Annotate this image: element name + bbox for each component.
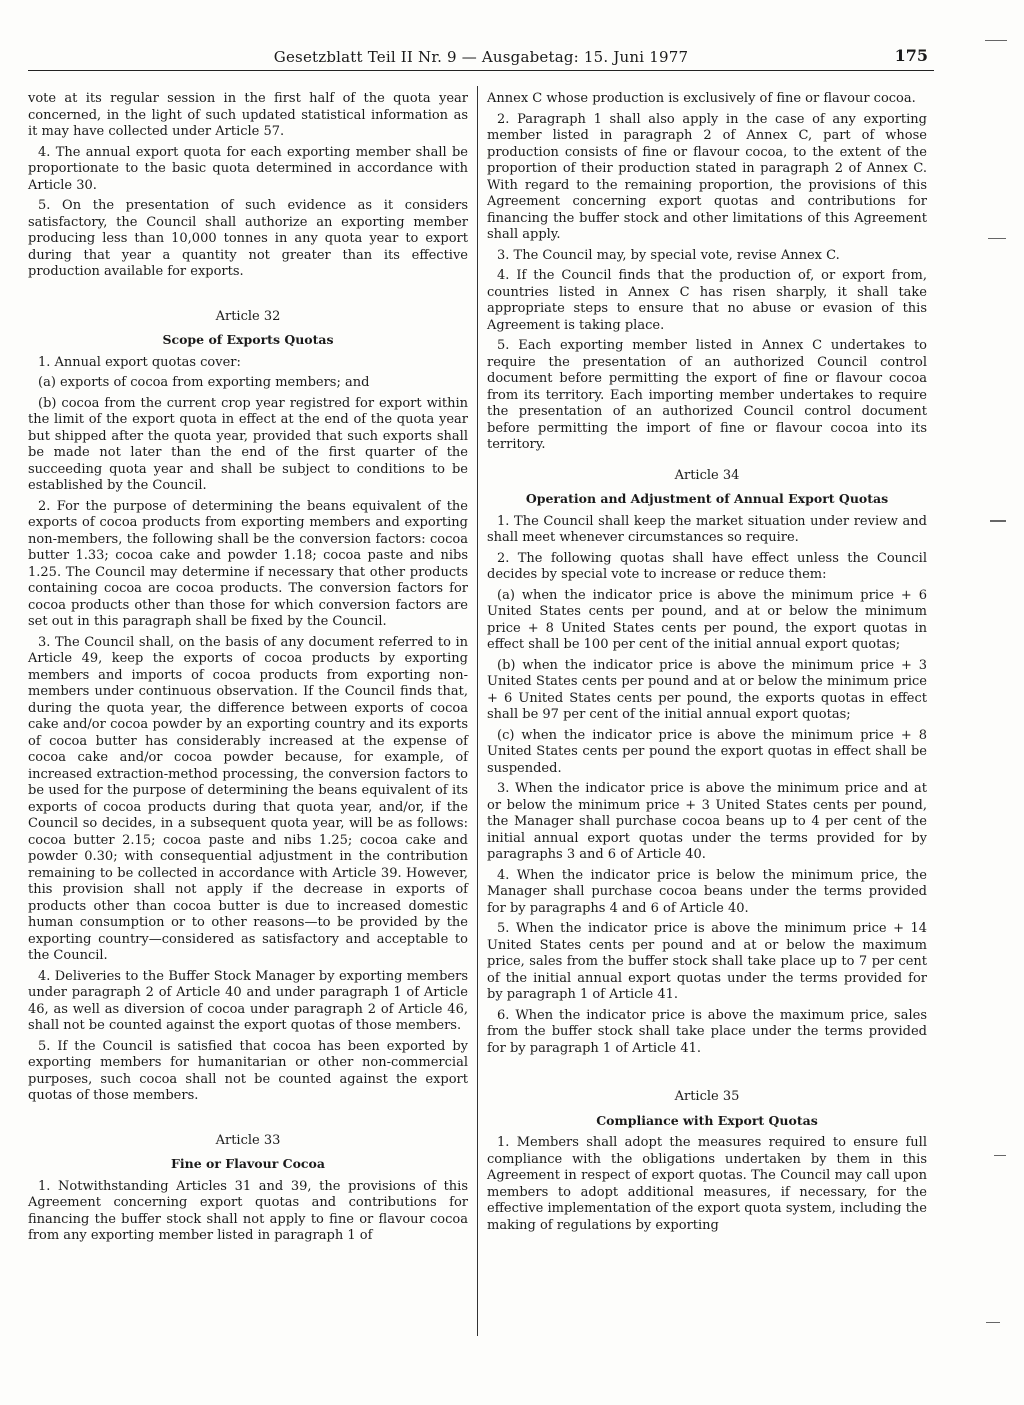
scan-mark	[988, 238, 1006, 239]
paragraph: 4. If the Council finds that the production of, or export from, countries listed in Annex C has risen sharply, it shall take appropriate steps to ensure that no abuse or evasion of this Agreement is taking place.	[487, 268, 927, 333]
scan-mark	[990, 520, 1006, 522]
paragraph: (c) when the indicator price is above the minimum price + 8 United States cents per pound the export quotas in effect shall be suspended.	[487, 727, 927, 776]
paragraph: 1. Annual export quotas cover:	[38, 354, 241, 370]
page-number: 175	[894, 46, 928, 65]
paragraph: (a) exports of cocoa from exporting members; and	[38, 375, 370, 390]
article-33-number: Article 33	[215, 1132, 281, 1148]
left-column	[28, 91, 468, 1249]
scan-mark	[994, 1155, 1006, 1156]
paragraph: 5. When the indicator price is above the minimum price + 14 United States cents per pound and at or below the maximum price, sales from the buffer stock shall take place up to 7 per cent of the initial annual export quotas under the terms provided for by paragraph 1 of Article 41.	[487, 921, 927, 1002]
right-column	[487, 91, 927, 1238]
article-34-title: Operation and Adjustment of Annual Export Quotas	[525, 491, 889, 506]
page-header	[28, 40, 934, 71]
scan-mark	[986, 1322, 1000, 1323]
paragraph: Annex C whose production is exclusively of fine or flavour cocoa.	[487, 91, 916, 106]
scan-mark	[985, 40, 1007, 41]
paragraph: 3. The Council shall, on the basis of any document referred to in Article 49, keep the exports of cocoa products by exporting members and imports of cocoa products from exporting non-members under continuous observation. If the Council finds that, during the quota year, the difference between exports of cocoa cake and/or cocoa powder by an exporting country and its exports of cocoa butter has considerably increased at the expense of cocoa cake and/or cocoa powder because, for example, of increased extraction-method processing, the conversion factors to be used for the purpose of determining the beans equivalent of its exports of cocoa products during that quota year, and/or, if the Council so decides, in a subsequent quota year, will be as follows: cocoa butter 2.15; cocoa paste and nibs 1.25; cocoa cake and powder 0.30; with consequential adjustment in the contribution remaining to be collected in accordance with Article 39. However, this provision shall not apply if the decrease in exports of products other than cocoa butter is due to increased domestic human consumption or to other reasons—to be provided by the exporting country—considered as satisfactory and acceptable to the Council.	[28, 634, 468, 963]
article-35-title: Compliance with Export Quotas	[596, 1112, 818, 1128]
paragraph: 5. Each exporting member listed in Annex C undertakes to require the presentation of an authorized Council control document before permitting the export of fine or flavour cocoa from its territory. Each importing member undertakes to require the presentation of an authorized Council control document before permitting the import of fine or flavour cocoa into its territory.	[487, 338, 927, 452]
paragraph: 3. When the indicator price is above the minimum price and at or below the minimum price + 3 United States cents per pound, the Manager shall purchase cocoa beans up to 4 per cent of the initial annual export quotas under the terms provided for by paragraphs 3 and 6 of Article 40.	[487, 781, 927, 862]
paragraph: 5. If the Council is satisfied that cocoa has been exported by exporting members for humanitarian or other non-commercial purposes, such cocoa shall not be counted against the export quotas of those members.	[28, 1038, 468, 1103]
paragraph: (b) cocoa from the current crop year registred for export within the limit of the export quota in effect at the end of the quota year but shipped after the quota year, provided that such exports shall be made not later than the end of the first quarter of the succeeding quota year and shall be subject to conditions to be established by the Council.	[28, 395, 468, 493]
article-35-number: Article 35	[674, 1089, 740, 1104]
paragraph: 1. Members shall adopt the measures required to ensure full compliance with the obligations undertaken by them in this Agreement in respect of export quotas. The Council may call upon members to adopt additional measures, if necessary, for the effective implementation of the export quota system, including the making of regulations by exporting	[487, 1135, 927, 1233]
article-32-number: Article 32	[215, 308, 281, 324]
paragraph: 1. The Council shall keep the market situation under review and shall meet whenever circumstances so require.	[487, 513, 927, 545]
article-32-title: Scope of Exports Quotas	[162, 332, 334, 347]
paragraph: 5. On the presentation of such evidence as it considers satisfactory, the Council shall authorize an exporting member producing less than 10,000 tonnes in any quota year to export during that year a quantity not greater than its effective production available for exports.	[28, 198, 468, 279]
paragraph: vote at its regular session in the first half of the quota year concerned, in the light of such updated statistical information as it may have collected under Article 57.	[28, 91, 468, 139]
paragraph: 4. Deliveries to the Buffer Stock Manager by exporting members under paragraph 2 of Article 40 and under paragraph 1 of Article 46, as well as diversion of cocoa under paragraph 2 of Article 46, shall not be counted against the export quotas of those members.	[28, 968, 468, 1033]
article-34-number: Article 34	[674, 467, 740, 483]
paragraph: 4. When the indicator price is below the minimum price, the Manager shall purchase cocoa beans under the terms provided for by paragraphs 4 and 6 of Article 40.	[487, 867, 927, 916]
paragraph: 2. For the purpose of determining the beans equivalent of the exports of cocoa products from exporting members and exporting non-members, the following shall be the conversion factors: cocoa butter 1.33; cocoa cake and powder 1.18; cocoa paste and nibs 1.25. The Council may determine if necessary that other products containing cocoa are cocoa products. The conversion factors for cocoa products other than those for which conversion factors are set out in this paragraph shall be fixed by the Council.	[28, 498, 468, 629]
paragraph: 3. The Council may, by special vote, revise Annex C.	[497, 247, 840, 263]
publication-title: Gesetzblatt Teil II Nr. 9 — Ausgabetag: 15. Juni 1977	[273, 48, 689, 66]
paragraph: 2. Paragraph 1 shall also apply in the case of any exporting member listed in paragraph 2 of Annex C, part of whose production consists of fine or flavour cocoa, to the extent of the proportion of their production stated in paragraph 2 of Annex C. With regard to the remaining proportion, the provisions of this Agreement concerning export quotas and contributions for financing the buffer stock and other limitations of this Agreement shall apply.	[487, 111, 927, 242]
paragraph: (a) when the indicator price is above the minimum price + 6 United States cents per pound, and at or below the minimum price + 8 United States cents per pound, the export quotas in effect shall be 100 per cent of the initial annual export quotas;	[487, 587, 927, 652]
paragraph: 6. When the indicator price is above the maximum price, sales from the buffer stock shall take place under the terms provided for by paragraph 1 of Article 41.	[487, 1007, 927, 1056]
article-33-title: Fine or Flavour Cocoa	[171, 1156, 325, 1171]
paragraph: 1. Notwithstanding Articles 31 and 39, the provisions of this Agreement concerning export quotas and contributions for financing the buffer stock shall not apply to fine or flavour cocoa from any exporting member listed in paragraph 1 of	[28, 1178, 468, 1243]
paragraph: 4. The annual export quota for each exporting member shall be proportionate to the basic quota determined in accordance with Article 30.	[28, 144, 468, 193]
paragraph: 2. The following quotas shall have effect unless the Council decides by special vote to increase or reduce them:	[487, 550, 927, 582]
paragraph: (b) when the indicator price is above the minimum price + 3 United States cents per pound and at or below the minimum price + 6 United States cents per pound, the exports quotas in effect shall be 97 per cent of the initial annual export quotas;	[487, 657, 927, 722]
column-divider	[477, 86, 478, 1336]
